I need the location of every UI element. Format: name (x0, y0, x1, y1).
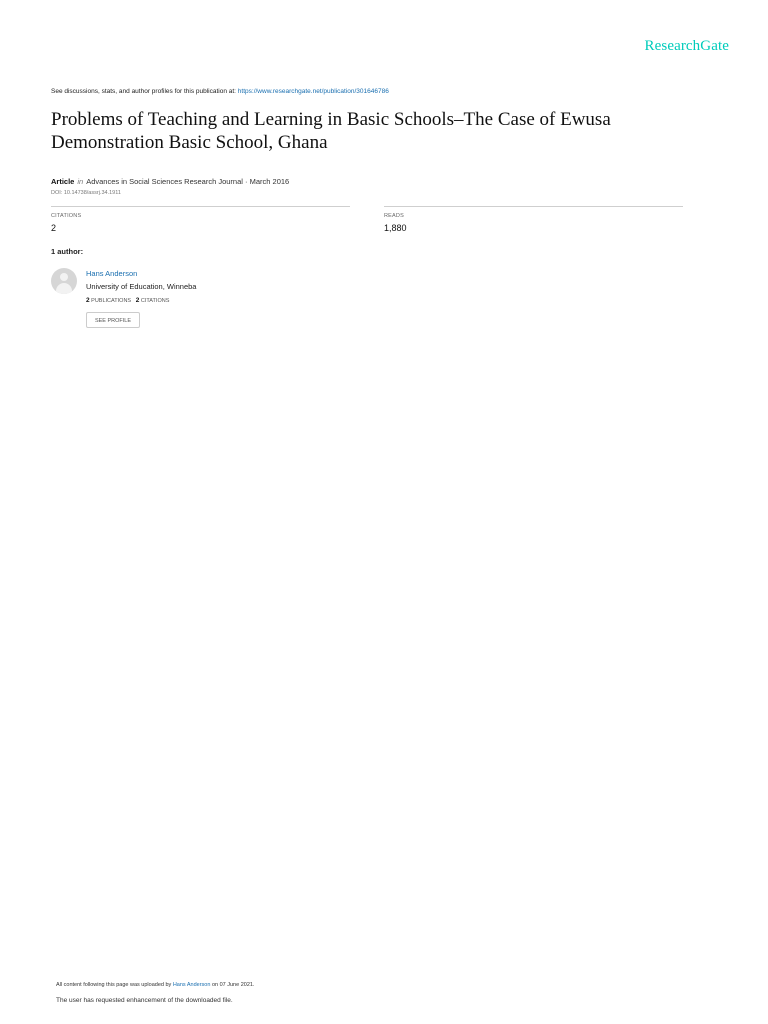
discussion-notice (51, 88, 389, 95)
citations-divider (51, 206, 350, 207)
upload-prefix: All content following this page was uploaded by (56, 982, 173, 988)
author-institution: University of Education, Winneba (86, 282, 197, 291)
publication-meta (51, 177, 289, 186)
publication-title: Problems of Teaching and Learning in Basic Schools–The Case of Ewusa Demonstration Basic School, Ghana (51, 109, 611, 153)
author-name-link[interactable]: Hans Anderson (86, 269, 138, 278)
author-publications-count: 2 (86, 297, 90, 304)
authors-heading: 1 author: (51, 247, 84, 256)
citations-label: CITATIONS (51, 213, 82, 219)
journal-date[interactable]: Advances in Social Sciences Research Journal · March 2016 (86, 177, 290, 186)
uploader-link[interactable]: Hans Anderson (172, 982, 211, 988)
in-word: in (77, 177, 84, 186)
see-profile-button[interactable]: SEE PROFILE (86, 312, 140, 328)
enhancement-note: The user has requested enhancement of the downloaded file. (56, 997, 233, 1004)
upload-suffix: on 07 June 2021. (210, 982, 255, 988)
author-name[interactable] (86, 269, 137, 278)
avatar-body-shape (56, 283, 72, 294)
author-publications-label: PUBLICATIONS (91, 298, 132, 304)
reads-divider (384, 206, 683, 207)
author-citations-label: CITATIONS (140, 298, 170, 304)
reads-label: READS (384, 213, 404, 219)
researchgate-logo[interactable]: ResearchGate (644, 38, 729, 54)
upload-notice (56, 982, 254, 988)
publication-url-link[interactable]: https://www.researchgate.net/publication/301646786 (237, 88, 389, 95)
publication-type: Article (51, 177, 75, 186)
avatar-head-shape (60, 273, 68, 281)
doi: DOI: 10.14738/assrj.34.1911 (51, 190, 121, 196)
author-avatar[interactable] (51, 268, 77, 294)
author-citations-count: 2 (135, 297, 140, 304)
discussion-text: See discussions, stats, and author profiles for this publication at: (51, 88, 238, 95)
reads-value: 1,880 (384, 223, 407, 233)
author-stats (86, 297, 169, 304)
citations-value: 2 (51, 223, 57, 233)
